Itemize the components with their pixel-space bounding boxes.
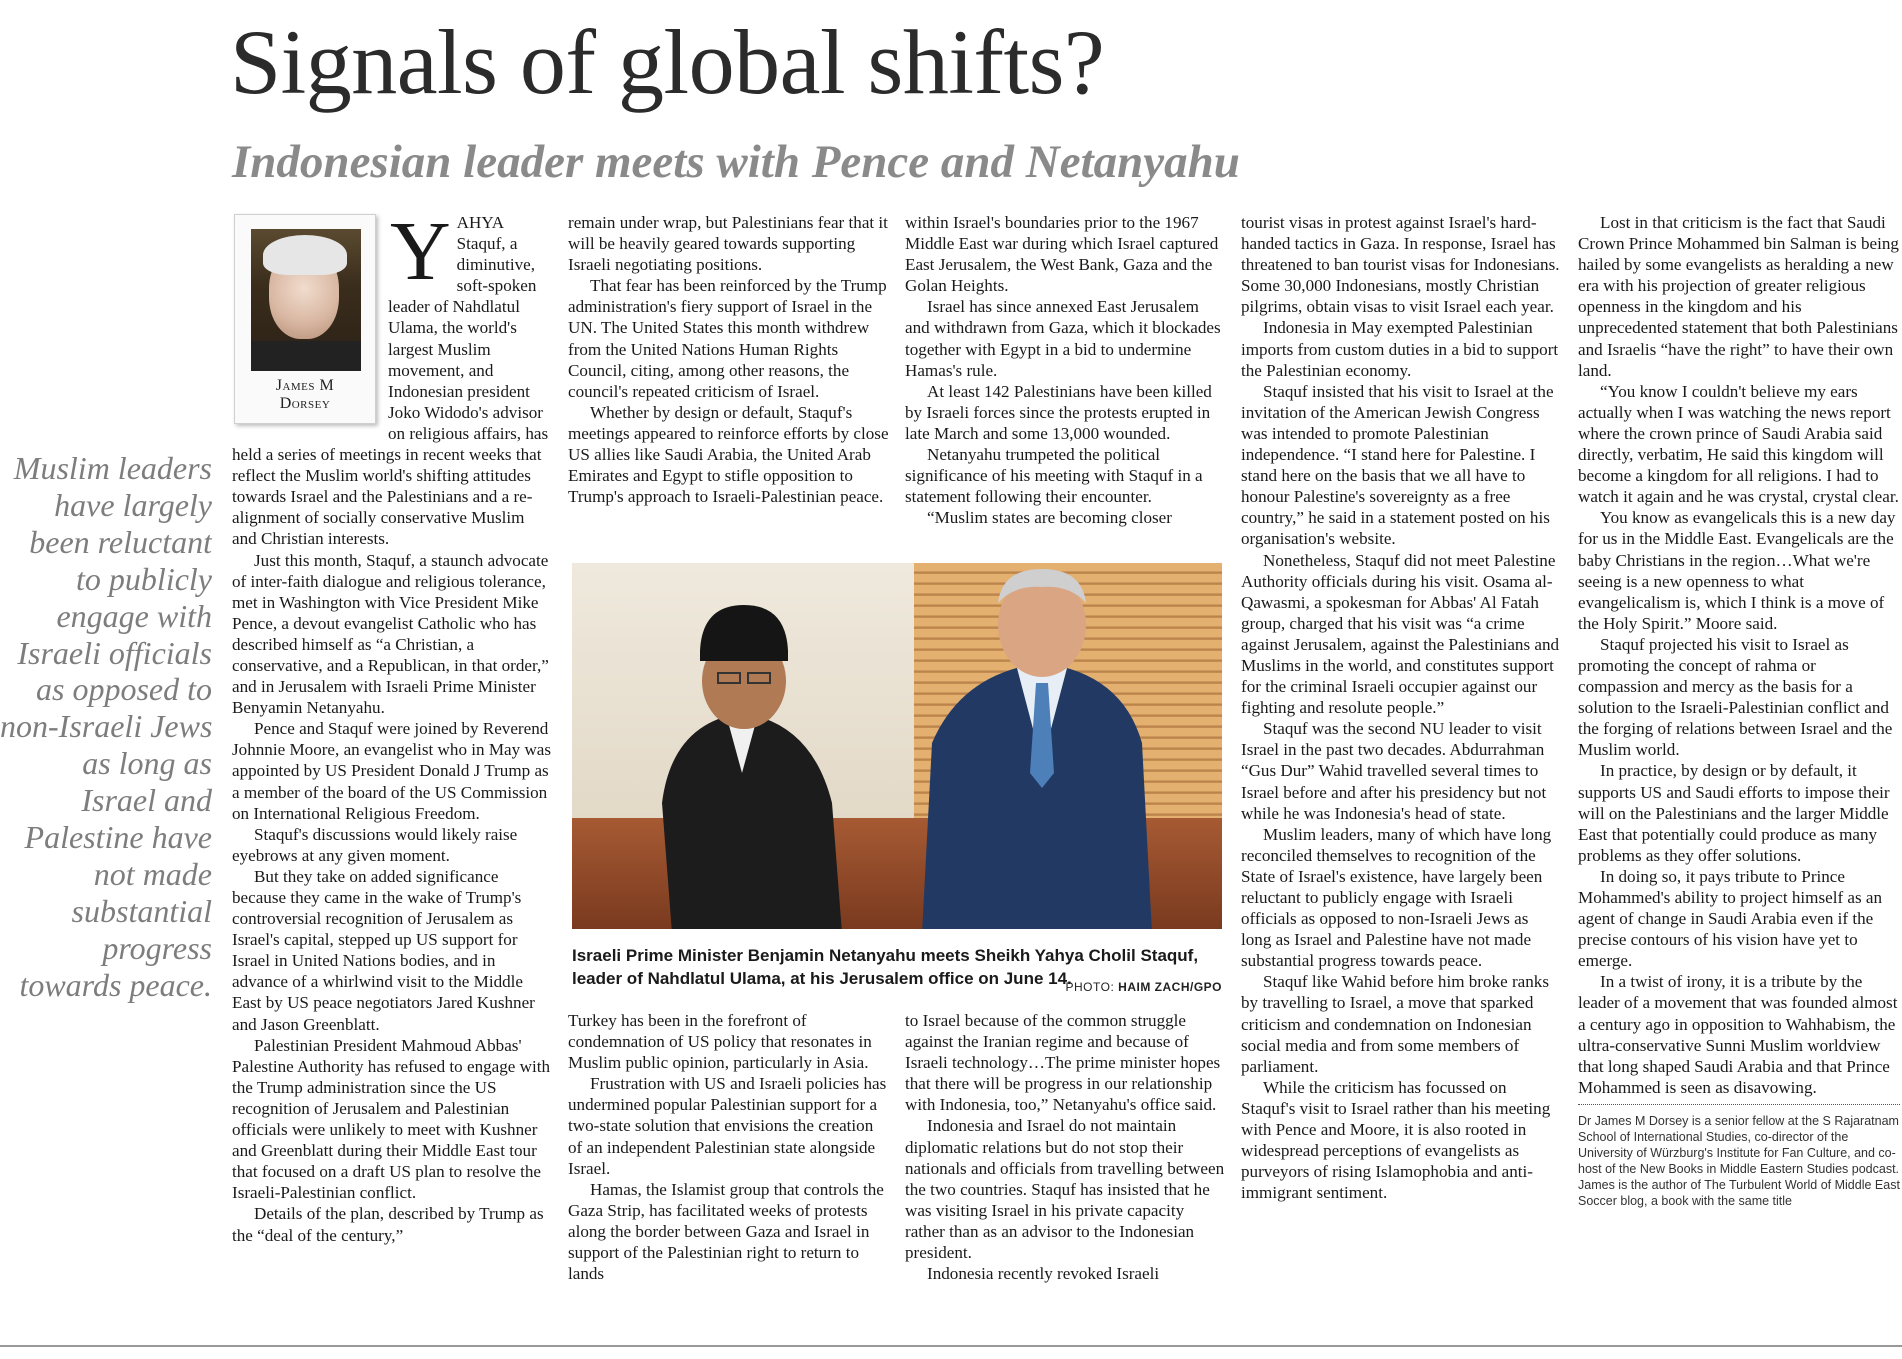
paragraph: Details of the plan, described by Trump as the “deal of the century,”: [232, 1204, 544, 1245]
photo-person-netanyahu: [902, 563, 1162, 929]
paragraph: In practice, by design or by default, it supports US and Saudi efforts to impose their will on the Palestinians and the larger Middle East that potentially could produce as many problems as they offer solutions.: [1578, 761, 1890, 865]
pull-quote-line: non-Israeli Jews: [0, 708, 212, 745]
headline: Signals of global shifts?: [230, 11, 1105, 113]
paragraph: Palestinian President Mahmoud Abbas' Palestine Authority has refused to engage with the Trump administration since the US recognition of Jerusalem and Palestinian officials were unlikely to meet with Kushner and Greenblatt during their Middle East tour that focused on a draft US plan to resolve the Israeli-Palestinian conflict.: [232, 1035, 551, 1203]
photo-credit-name: HAIM ZACH/GPO: [1118, 980, 1222, 994]
paragraph: Indonesia in May exempted Palestinian imports from custom duties in a bid to support the Palestinian economy.: [1241, 318, 1559, 380]
pull-quote-line: Israel and: [81, 782, 212, 819]
pull-quote-line: been reluctant: [29, 523, 212, 560]
paragraph: You know as evangelicals this is a new day for us in the Middle East. Evangelicals are the baby Christians in the region…What we're seeing is a new openness to what evangelicalism is, which I think is a move of the Holy Spirit.” Moore said.: [1578, 508, 1896, 633]
paragraph: Staquf like Wahid before him broke ranks by travelling to Israel, a move that sparked criticism and condemnation on Indonesian social media and from some members of parliament.: [1241, 972, 1549, 1076]
pull-quote-line: progress: [102, 929, 212, 966]
pull-quote-line: as opposed to: [36, 671, 212, 708]
paragraph: Staquf was the second NU leader to visit Israel in the past two decades. Abdurrahman “Gus Dur” Wahid travelled several times to Israel before and after his presidency but not while he was Indonesia's head of state.: [1241, 719, 1547, 823]
paragraph: Whether by design or default, Staquf's meetings appeared to reinforce efforts by close US allies like Saudi Arabia, the United Arab Emirates and Egypt to stifle opposition to Trump's approach to Israeli-Palestinian peace.: [568, 402, 889, 507]
author-byline-box: [234, 214, 376, 424]
paragraph: Staquf projected his visit to Israel as promoting the concept of rahma or compassion and mercy as the basis for a solution to the Israeli-Palestinian conflict and the forging of relations between Israel and the Muslim world.: [1578, 634, 1893, 760]
photo-person-staquf: [632, 603, 852, 929]
paragraph: Just this month, Staquf, a staunch advocate of inter-faith dialogue and religious tolerance, met in Washington with Vice President Mike Pence, a devout evangelist Catholic who has described himself as “a Christian, a conservative, and a Republican, in that order,” and in Jerusalem with Israeli Prime Minister Benyamin Netanyahu.: [232, 550, 549, 718]
article-column-4: [1241, 212, 1563, 1324]
author-name: [235, 377, 375, 413]
pull-quote-line: towards peace.: [19, 966, 212, 1003]
photo-credit-label: PHOTO:: [1065, 980, 1115, 994]
paragraph: Nonetheless, Staquf did not meet Palestine Authority officials during his visit. Osama al-Qawasmi, a spokesman for Abbas' Al Fatah group, charged that his visit was “a crime against Jerusalem, against the Palestinians and Muslims in the world, and constitutes support for the criminal Israeli occupier against our fighting and resolute people.”: [1241, 550, 1560, 718]
pull-quote-line: as long as: [82, 745, 212, 782]
drop-cap: Y: [390, 212, 451, 298]
paragraph: Netanyahu trumpeted the political significance of his meeting with Staquf in a statement following their encounter.: [905, 445, 1203, 507]
paragraph: Staquf's discussions would likely raise eyebrows at any given moment.: [232, 824, 518, 865]
paragraph: That fear has been reinforced by the Trump administration's fiery support of Israel in the UN. The United States this month withdrew from the United Nations Human Rights Council, citing, among other reasons, the council's repeated criticism of Israel.: [568, 276, 887, 401]
paragraph: While the criticism has focussed on Staquf's visit to Israel rather than his meeting with Pence and Moore, it is also rooted in widespread perceptions of evangelists as purveyors of rising Islamophobia and anti-immigrant sentiment.: [1241, 1077, 1551, 1203]
photo-caption: Israeli Prime Minister Benjamin Netanyahu meets Sheikh Yahya Cholil Staquf, leader of Nahdlatul Ulama, at his Jerusalem office on June 14.: [572, 946, 1199, 988]
article-column-3-bottom: [905, 1010, 1225, 1324]
paragraph: In a twist of irony, it is a tribute by the leader of a movement that was founded almost a century ago in opposition to Wahhabism, the ultra-conservative Sunni Muslim worldview that long shaped Saudi Arabia and that Prince Mohammed is seen as disavowing.: [1578, 972, 1898, 1097]
article-column-2-bottom: [568, 1010, 890, 1324]
paragraph: AHYA Staquf, a diminutive, soft-spoken leader of Nahdlatul Ulama, the world's largest Muslim movement, and Indonesian president Joko Widodo's advisor on religious affairs, has held a series of meetings in recent weeks that reflect the Muslim world's shifting attitudes towards Israel and the Palestinians and a re-alignment of socially conservative Muslim and Christian interests.: [232, 213, 549, 549]
paragraph: within Israel's boundaries prior to the 1967 Middle East war during which Israel captured East Jerusalem, the West Bank, Gaza and the Golan Heights.: [905, 213, 1219, 296]
paragraph: Indonesia and Israel do not maintain diplomatic relations but do not stop their nationals and officials from travelling between the two countries. Staquf has insisted that he was visiting Israel in his private capacity rather than as an advisor to the Indonesian president.: [905, 1116, 1225, 1263]
paragraph: Lost in that criticism is the fact that Saudi Crown Prince Mohammed bin Salman is being hailed by some evangelists as heralding a new era with his projection of greater religious openness in the kingdom and his unprecedented statement that both Palestinians and Israelis “have the right” to have their own land.: [1578, 213, 1899, 380]
news-photo: [572, 563, 1222, 929]
paragraph: Staquf insisted that his visit to Israel at the invitation of the American Jewish Congress was intended to promote Palestinian independence. “I stand here for Palestine. I stand here on the basis that we all have to honour Palestine's sovereignty as a free country,” he said in a statement posted on his organisation's website.: [1241, 381, 1554, 549]
page-bottom-rule: [0, 1345, 1902, 1347]
author-bio: Dr James M Dorsey is a senior fellow at the S Rajaratnam School of International Studies, co-director of the University of Würzburg's Institute for Fan Culture, and co-host of the New Books in Middle Eastern Studies podcast. James is the author of The Turbulent World of Middle East Soccer blog, a book with the same title: [1578, 1104, 1900, 1209]
pull-quote-line: have largely: [54, 486, 212, 523]
pull-quote-line: substantial: [71, 892, 212, 929]
pull-quote-line: engage with: [56, 597, 212, 634]
paragraph: Pence and Staquf were joined by Reverend Johnnie Moore, an evangelist who in May was appointed by US President Donald J Trump as a member of the board of the US Commission on International Religious Freedom.: [232, 719, 552, 823]
article-column-5: [1578, 212, 1900, 1324]
pull-quote-line: not made: [93, 855, 212, 892]
paragraph: But they take on added significance because they came in the wake of Trump's controversial recognition of Jerusalem as Israel's capital, stepped up US support for Israel in United Nations bodies, and in advance of a whirlwind visit to the Middle East by US peace negotiators Jared Kushner and Jason Greenblatt.: [232, 866, 535, 1034]
pull-quote-line: Israeli officials: [17, 634, 212, 671]
author-first-name: James M: [275, 377, 335, 394]
paragraph: Indonesia recently revoked Israeli: [927, 1264, 1160, 1284]
paragraph: “You know I couldn't believe my ears actually when I was watching the news report where the crown prince of Saudi Arabia said directly, verbatim, He said this kingdom will become a kingdom for all religions. I had to watch it again and he was crystal, crystal clear.: [1578, 381, 1899, 507]
author-last-name: Dorsey: [279, 395, 331, 412]
paragraph: At least 142 Palestinians have been killed by Israeli forces since the protests erupted in late March and some 13,000 wounded.: [905, 381, 1212, 443]
article-column-2-top: [568, 212, 890, 548]
paragraph: remain under wrap, but Palestinians fear that it will be heavily geared towards supporting Israeli negotiating positions.: [568, 213, 888, 275]
article-column-1: [232, 212, 552, 1324]
paragraph: Israel has since annexed East Jerusalem and withdrawn from Gaza, which it blockades together with Egypt in a bid to undermine Hamas's rule.: [905, 297, 1221, 380]
paragraph: Muslim leaders, many of which have long reconciled themselves to recognition of the State of Israel's existence, have largely been reluctant to publicly engage with Israeli officials as opposed to non-Israeli Jews as long as Israel and Palestine have not made substantial progress towards peace.: [1241, 824, 1552, 971]
pull-quote-line: to publicly: [76, 560, 212, 597]
paragraph: Frustration with US and Israeli policies has undermined popular Palestinian support for a two-state solution that envisions the creation of an independent Palestinian state alongside Israel.: [568, 1074, 887, 1178]
paragraph: Hamas, the Islamist group that controls the Gaza Strip, has facilitated weeks of protests along the border between Gaza and Israel in support of the Palestinian right to return to lands: [568, 1179, 884, 1284]
pull-quote: [0, 450, 212, 1004]
photo-credit: [1052, 980, 1222, 994]
paragraph: Turkey has been in the forefront of condemnation of US policy that resonates in Muslim public opinion, particularly in Asia.: [568, 1011, 872, 1073]
paragraph: “Muslim states are becoming closer: [927, 508, 1172, 528]
subheadline: Indonesian leader meets with Pence and Netanyahu: [232, 136, 1240, 188]
paragraph: In doing so, it pays tribute to Prince Mohammed's ability to project himself as an agent of change in Saudi Arabia even if the precise contours of his vision have yet to emerge.: [1578, 866, 1883, 971]
paragraph: to Israel because of the common struggle against the Iranian regime and because of Israeli technology…The prime minister hopes that there will be progress in our relationship with Indonesia, too,” Netanyahu's office said.: [905, 1011, 1221, 1115]
pull-quote-line: Palestine have: [24, 819, 212, 856]
pull-quote-line: Muslim leaders: [13, 450, 212, 486]
author-portrait: [251, 229, 361, 371]
paragraph: tourist visas in protest against Israel's hard-handed tactics in Gaza. In response, Israel has threatened to ban tourist visas for Indonesians. Some 30,000 Indonesians, mostly Christian pilgrims, obtain visas to visit Israel each year.: [1241, 213, 1560, 317]
article-column-3-top: [905, 212, 1225, 548]
